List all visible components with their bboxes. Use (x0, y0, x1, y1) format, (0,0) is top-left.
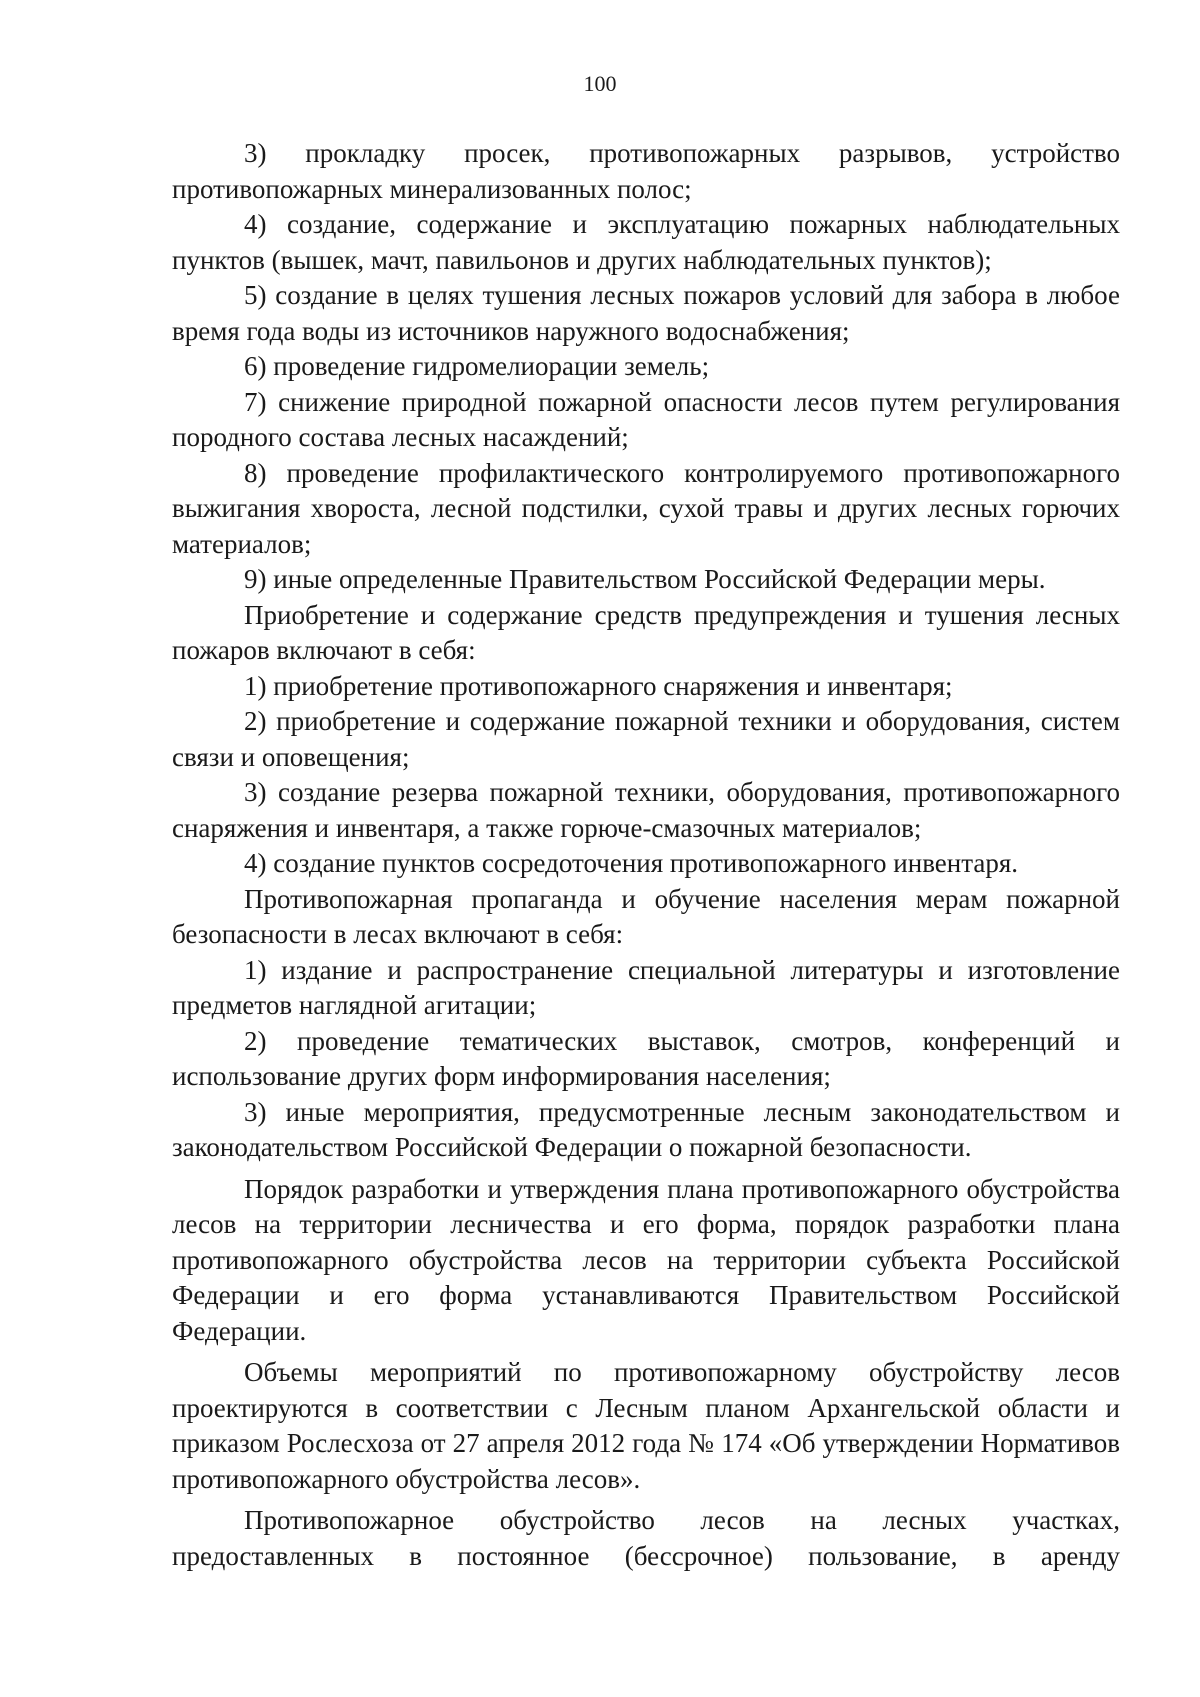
document-body (172, 136, 1120, 1574)
section-intro-propaganda: Противопожарная пропаганда и обучение населения мерам пожарной безопасности в лесах включают в себя: (172, 883, 1120, 949)
equipment-item-1: 1) приобретение противопожарного снаряжения и инвентаря; (244, 670, 953, 701)
list-item-6-hydromelioration: 6) проведение гидромелиорации земель; (244, 351, 710, 381)
list-item-5-water-supply: 5) создание в целях тушения лесных пожаров условий для забора в любое время года воды из источников наружного водоснабжения; (172, 280, 1120, 346)
list-item-7-fire-hazard-reduction: 7) снижение природной пожарной опасности лесов путем регулирования породного состава лесных насаждений; (172, 386, 1120, 452)
page-number: 100 (583, 71, 617, 96)
propaganda-item-2: 2) проведение тематических выставок, смотров, конференций и использование других форм информирования населения; (172, 1025, 1120, 1091)
list-item-9-other-measures: 9) иные определенные Правительством Российской Федерации меры. (244, 564, 1046, 594)
list-item-3-clearings: 3) прокладку просек, противопожарных разрывов, устройство противопожарных минерализованных полос; (172, 138, 1120, 204)
equipment-item-2: 2) приобретение и содержание пожарной техники и оборудования, систем связи и оповещения; (172, 706, 1120, 772)
list-item-8-controlled-burning: 8) проведение профилактического контролируемого противопожарного выжигания хвороста, лесной подстилки, сухой травы и других лесных горючих материалов; (172, 457, 1120, 559)
plan-procedure-paragraph: Порядок разработки и утверждения плана противопожарного обустройства лесов на территории лесничества и его форма, порядок разработки плана противопожарного обустройства лесов на территории субъекта Российской Федерации и его форма устанавливаются Правительством Российской Федерации. (172, 1173, 1120, 1346)
propaganda-item-1: 1) издание и распространение специальной литературы и изготовление предметов наглядной агитации; (172, 954, 1120, 1020)
list-item-4-observation-points: 4) создание, содержание и эксплуатацию пожарных наблюдательных пунктов (вышек, мачт, павильонов и других наблюдательных пунктов); (172, 209, 1120, 275)
measures-volume-paragraph: Объемы мероприятий по противопожарному обустройству лесов проектируются в соответствии с Лесным планом Архангельской области и приказом Рослесхоза от 27 апреля 2012 года № 174 «Об утверждении Нормативов противопожарного обустройства лесов». (172, 1357, 1120, 1494)
equipment-item-4: 4) создание пунктов сосредоточения противопожарного инвентаря. (244, 848, 1019, 878)
section-intro-equipment: Приобретение и содержание средств предупреждения и тушения лесных пожаров включают в себя: (172, 599, 1120, 665)
propaganda-item-3: 3) иные мероприятия, предусмотренные лесным законодательством и законодательством Российской Федерации о пожарной безопасности. (172, 1096, 1120, 1162)
equipment-item-3: 3) создание резерва пожарной техники, оборудования, противопожарного снаряжения и инвентаря, а также горюче-смазочных материалов; (172, 777, 1120, 843)
leased-plots-paragraph: Противопожарное обустройство лесов на лесных участках, предоставленных в постоянное (бессрочное) пользование, в аренду (172, 1505, 1120, 1571)
